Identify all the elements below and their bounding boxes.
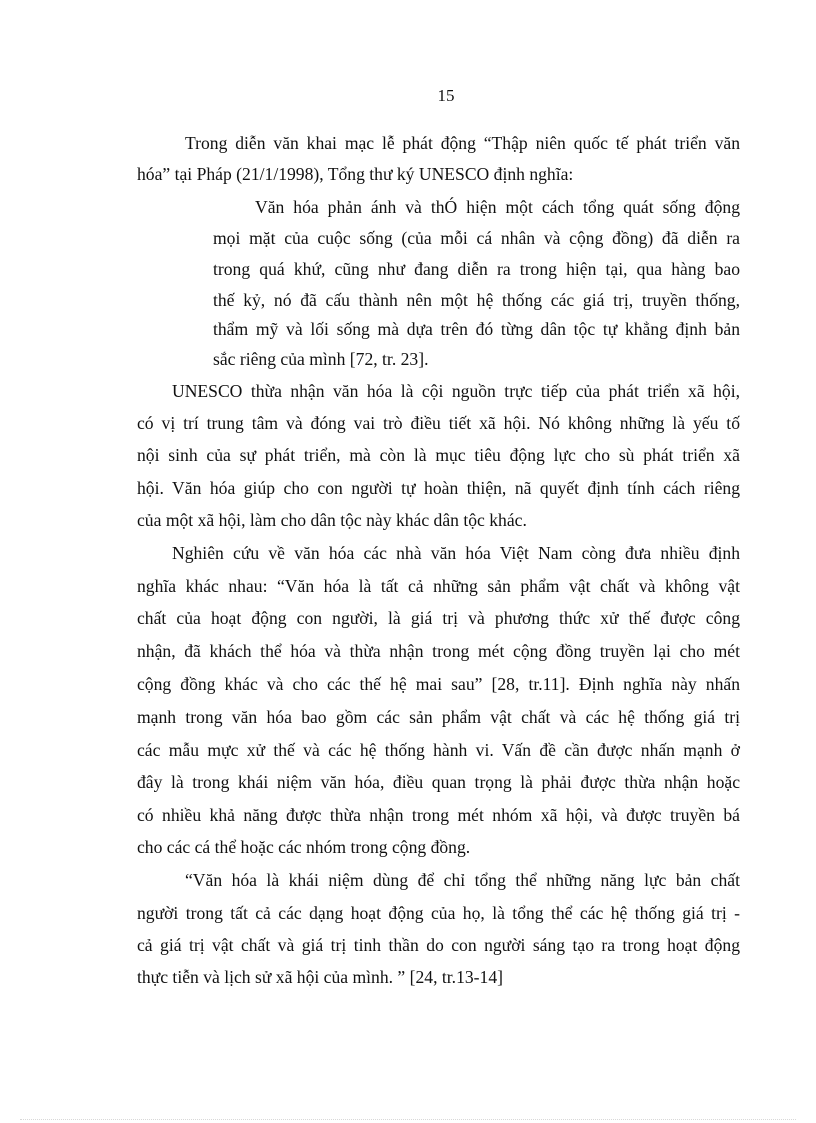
paragraph-5-line-4: thực tiễn và lịch sử xã hội của mình. ” [24, tr.13-14] <box>137 967 503 987</box>
quote-line-3: trong quá khứ, cũng như đang diễn ra trong hiện tại, qua hàng bao <box>213 259 740 279</box>
quote-line-4: thế kỷ, nó đã cấu thành nên một hệ thống các giá trị, truyền thống, <box>213 290 740 310</box>
paragraph-1-line-1: Trong diễn văn khai mạc lễ phát động “Thập niên quốc tế phát triển văn <box>185 133 740 153</box>
paragraph-4-line-4: nhận, đã khách thể hóa và thừa nhận trong mét cộng đồng truyền lại cho mét <box>137 641 740 661</box>
paragraph-3-line-3: nội sinh của sự phát triển, mà còn là mục tiêu động lực cho sù phát triển xã <box>137 445 740 465</box>
paragraph-4-line-8: đây là trong khái niệm văn hóa, điều quan trọng là phải được thừa nhận hoặc <box>137 772 740 792</box>
paragraph-3-line-4: hội. Văn hóa giúp cho con người tự hoàn thiện, nã quyết định tính cách riêng <box>137 478 740 498</box>
paragraph-5-line-1: “Văn hóa là khái niệm dùng để chỉ tổng thể những năng lực bản chất <box>185 870 740 890</box>
paragraph-5-line-2: người trong tất cả các dạng hoạt động của họ, là tổng thể các hệ thống giá trị - <box>137 903 740 923</box>
paragraph-4-line-2: nghĩa khác nhau: “Văn hóa là tất cả những sản phẩm vật chất và không vật <box>137 576 740 596</box>
paragraph-4-line-9: có nhiều khả năng được thừa nhận trong mét nhóm xã hội, và được truyền bá <box>137 805 740 825</box>
quote-line-1: Văn hóa phản ánh và thÓ hiện một cách tổng quát sống động <box>255 197 740 217</box>
paragraph-5-line-3: cả giá trị vật chất và giá trị tinh thần do con người sáng tạo ra trong hoạt động <box>137 935 740 955</box>
paragraph-4-line-7: các mẫu mực xử thế và các hệ thống hành vi. Vấn đề cần được nhấn mạnh ở <box>137 740 740 760</box>
paragraph-4-line-6: mạnh trong văn hóa bao gồm các sản phẩm vật chất và các hệ thống giá trị <box>137 707 740 727</box>
quote-line-2: mọi mặt của cuộc sống (của mỗi cá nhân và cộng đồng) đã diễn ra <box>213 228 740 248</box>
paragraph-3-line-1: UNESCO thừa nhận văn hóa là cội nguồn trực tiếp của phát triển xã hội, <box>172 381 740 401</box>
quote-line-5: thẩm mỹ và lối sống mà dựa trên đó từng dân tộc tự khẳng định bản <box>213 319 740 339</box>
page-bottom-divider <box>20 1119 796 1120</box>
paragraph-4-line-5: cộng đồng khác và cho các thế hệ mai sau” [28, tr.11]. Định nghĩa này nhấn <box>137 674 740 694</box>
paragraph-4-line-3: chất của hoạt động con người, là giá trị và phương thức xử thế được công <box>137 608 740 628</box>
paragraph-4-line-1: Nghiên cứu về văn hóa các nhà văn hóa Việt Nam còng đưa nhiều định <box>172 543 740 563</box>
quote-line-6: sắc riêng của mình [72, tr. 23]. <box>213 349 429 369</box>
paragraph-3-line-2: có vị trí trung tâm và đóng vai trò điều tiết xã hội. Nó không những là yếu tố <box>137 413 740 433</box>
paragraph-4-line-10: cho các cá thể hoặc các nhóm trong cộng đồng. <box>137 837 471 857</box>
paragraph-1-line-2: hóa” tại Pháp (21/1/1998), Tổng thư ký UNESCO định nghĩa: <box>137 164 574 184</box>
page-number: 15 <box>437 86 455 105</box>
paragraph-3-line-5: của một xã hội, làm cho dân tộc này khác dân tộc khác. <box>137 510 527 530</box>
